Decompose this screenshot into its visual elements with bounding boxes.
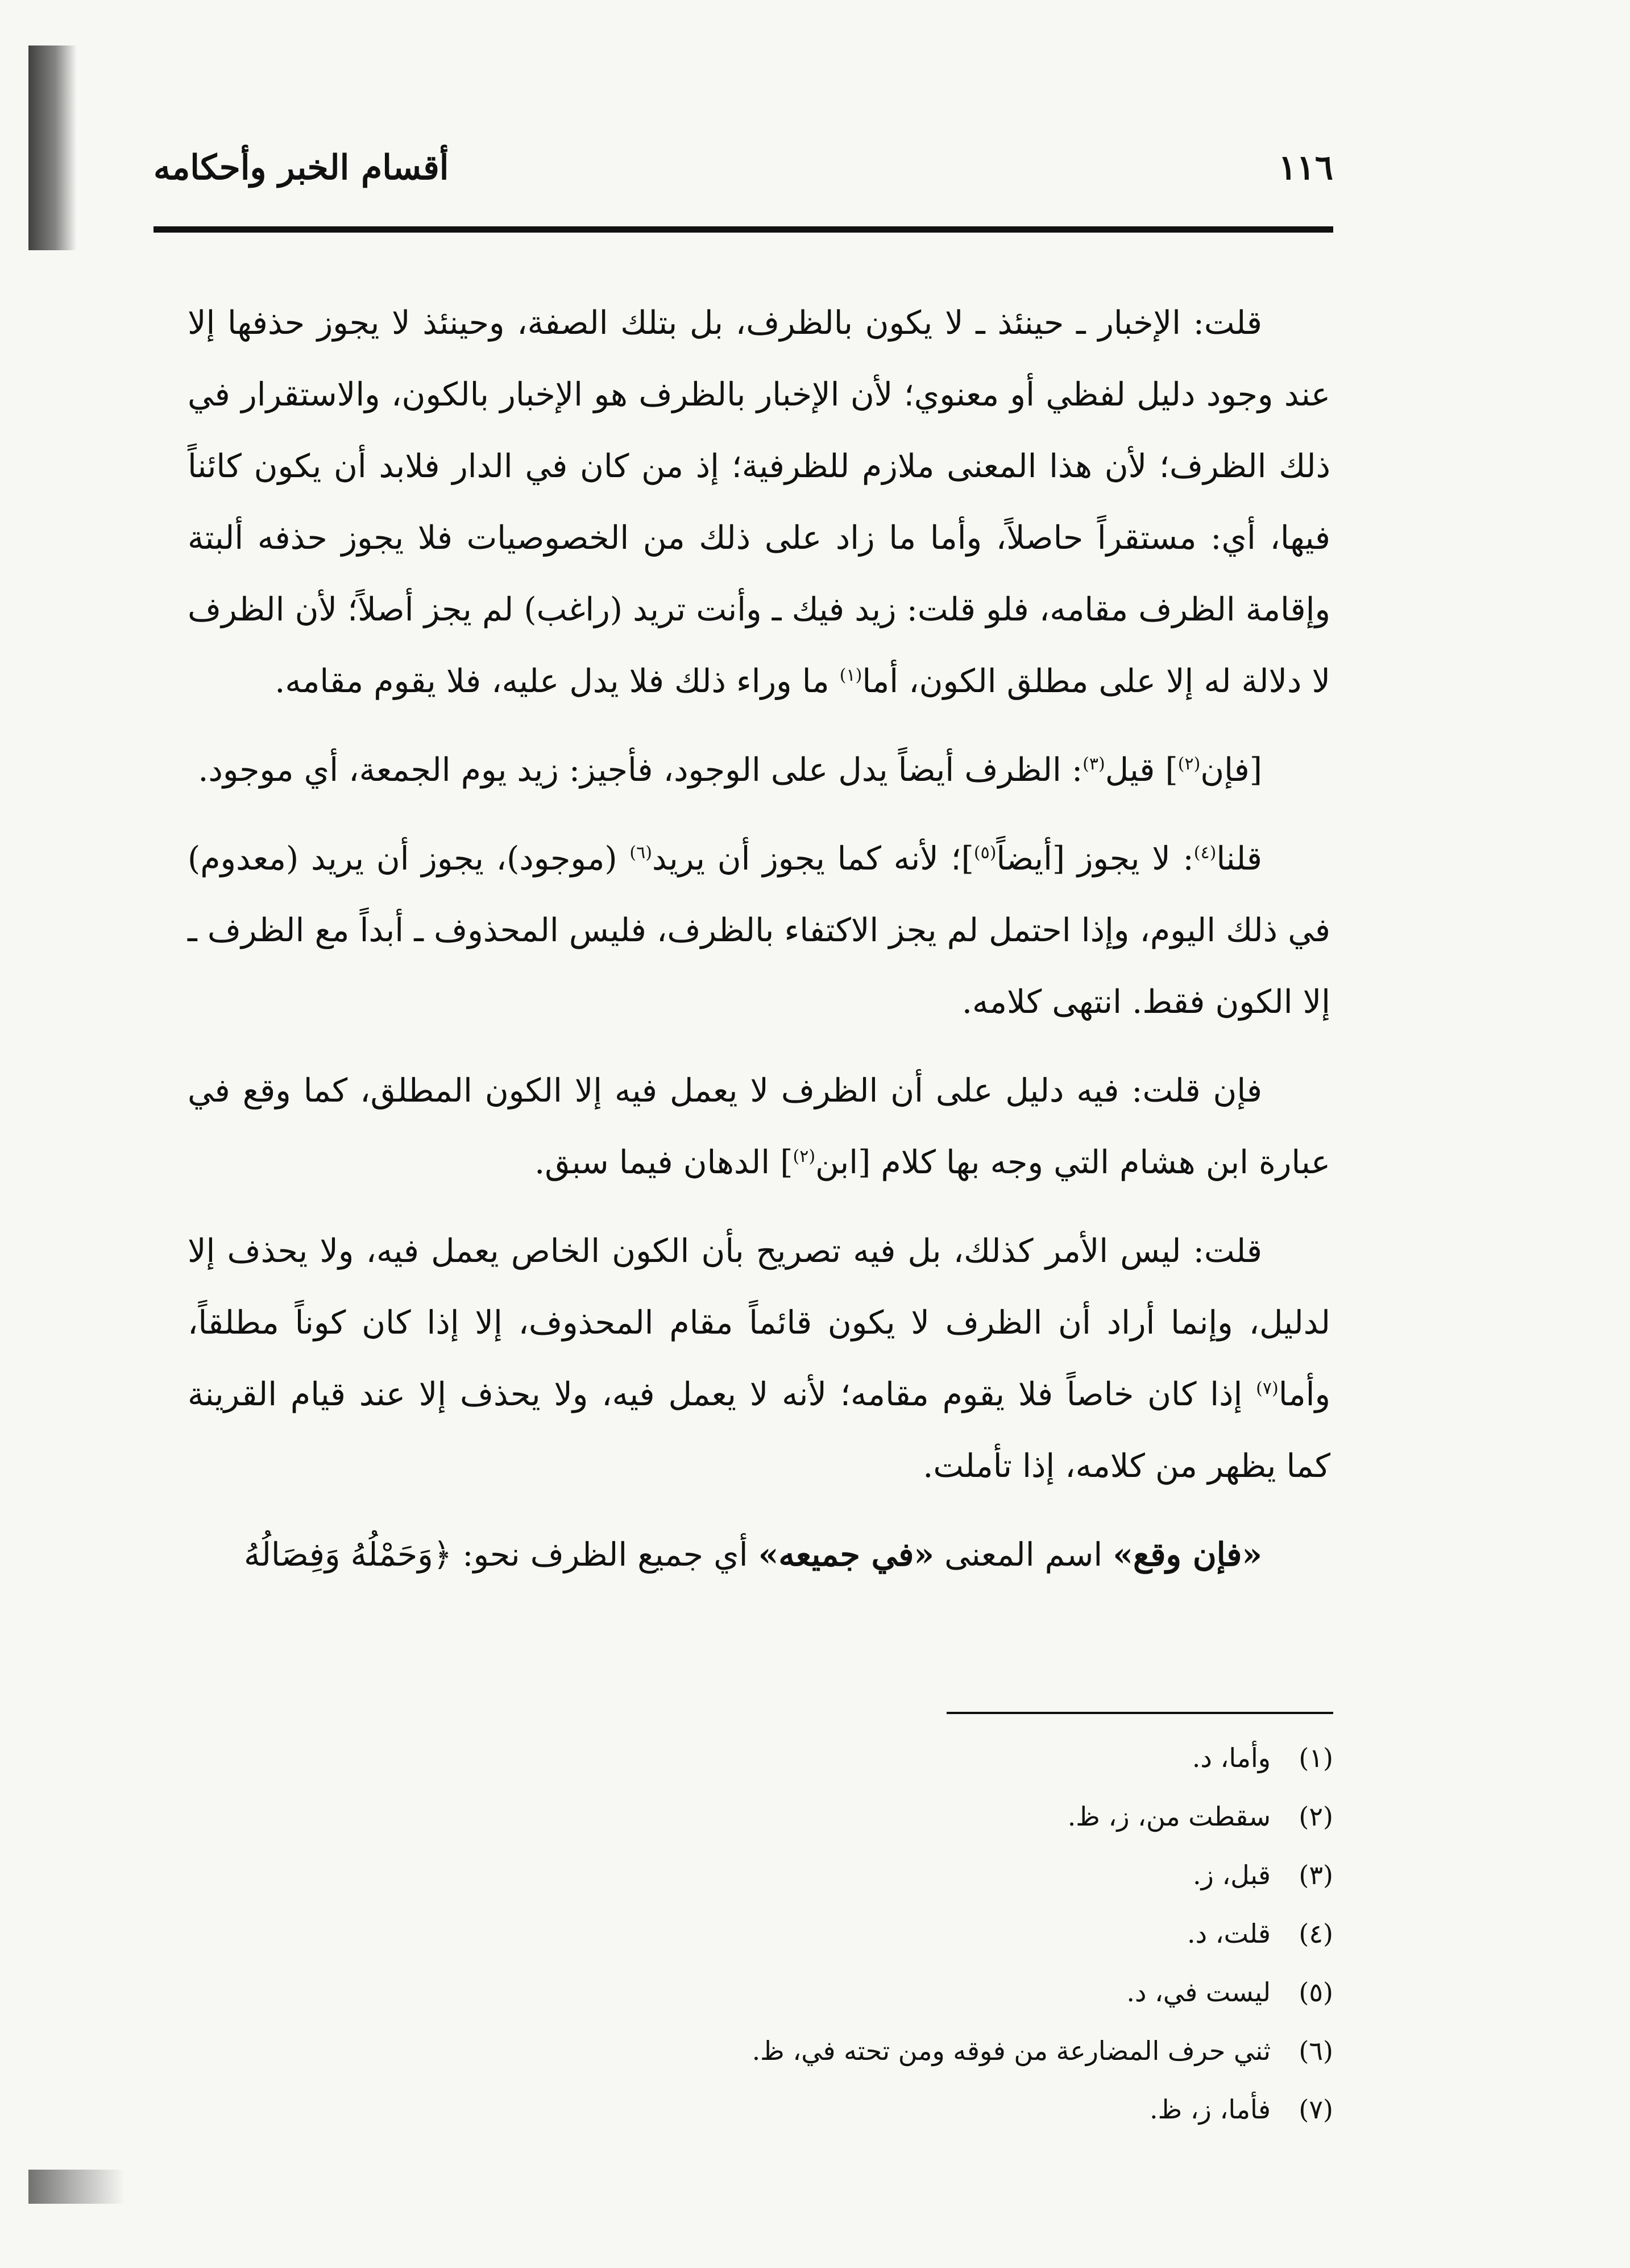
footnote-mark: (١) (839, 665, 862, 685)
text-run: ] الدهان فيما سبق. (534, 1144, 793, 1181)
footnote-mark: (٤) (1193, 843, 1217, 863)
text-run: ما وراء ذلك فلا يدل عليه، فلا يقوم مقامه. (275, 663, 840, 700)
footnote-mark: (٣) (1082, 754, 1105, 774)
footnote-mark: (٥) (973, 843, 997, 863)
footnote-text: ليست في، د. (1126, 1977, 1271, 2008)
text-run: إذا كان خاصاً فلا يقوم مقامه؛ لأنه لا يعمل فيه، ولا يحذف إلا عند قيام القرينة كما يظهر من كلامه، إذا تأملت. (188, 1376, 1330, 1485)
footnote-number: (٣) (1299, 1860, 1333, 1890)
paragraph-4 (188, 1055, 1330, 1198)
text-run: قلت: ليس الأمر كذلك، بل فيه تصريح بأن الكون الخاص يعمل فيه، ولا يحذف إلا لدليل، وإنما أراد أن الظرف لا يكون قائماً مقام المحذوف، إلا إذا كان كوناً مطلقاً، وأما (188, 1232, 1330, 1413)
footnote-number: (٧) (1299, 2094, 1333, 2125)
footnote-text: ثني حرف المضارعة من فوقه ومن تحته في، ظ. (752, 2035, 1271, 2066)
footnote-mark: (٢) (1177, 754, 1201, 774)
footnote-4 (512, 1905, 1333, 1963)
footnote-text: قبل، ز. (1192, 1860, 1271, 1890)
footnote-6 (512, 2022, 1333, 2080)
footnote-text: فأما، ز، ظ. (1150, 2094, 1271, 2125)
footnote-text: سقطت من، ز، ظ. (1067, 1801, 1271, 1832)
footnote-3 (512, 1846, 1333, 1905)
footnote-mark: (٦) (629, 843, 652, 863)
footnote-7 (512, 2080, 1333, 2139)
text-run: اسم المعنى (934, 1536, 1113, 1574)
text-run: قلت: الإخبار ـ حينئذ ـ لا يكون بالظرف، بل بتلك الصفة، وحينئذ لا يجوز حذفها إلا عند وجود دليل لفظي أو معنوي؛ لأن الإخبار بالظرف هو الإخبار بالكون، والاستقرار في ذلك الظرف؛ لأن هذا المعنى ملازم للظرفية؛ إذ من كان في الدار فلابد أن يكون كائناً فيها، أي: مستقراً حاصلاً، وأما ما زاد على ذلك من الخصوصيات فلا يجوز حذفه ألبتة وإقامة الظرف مقامه، فلو قلت: زيد فيك ـ وأنت تريد (راغب) لم يجز أصلاً؛ لأن الظرف لا دلالة له إلا على مطلق الكون، أما (188, 304, 1330, 700)
page-number: ١١٦ (1278, 148, 1333, 188)
footnote-rule (947, 1712, 1333, 1714)
footnote-number: (١) (1299, 1743, 1333, 1773)
footnote-text: قلت، د. (1187, 1918, 1271, 1949)
text-run: (موجود)، يجوز أن يريد (معدوم) في ذلك اليوم، وإذا احتمل لم يجز الاكتفاء بالظرف، فليس المحذوف ـ أبداً مع الظرف ـ إلا الكون فقط. انتهى كلامه. (188, 840, 1330, 1021)
footnote-number: (٢) (1299, 1801, 1333, 1832)
footnote-number: (٤) (1299, 1918, 1333, 1949)
scan-shadow-bottom (28, 2170, 125, 2204)
footnote-2 (512, 1787, 1333, 1846)
header-rule (154, 226, 1333, 233)
running-title: أقسام الخبر وأحكامه (154, 148, 449, 188)
footnote-mark: (٢) (793, 1147, 816, 1166)
paragraph-3 (188, 823, 1330, 1038)
footnote-mark: (٧) (1256, 1379, 1279, 1398)
paragraph-5 (188, 1215, 1330, 1502)
footnote-number: (٦) (1299, 2035, 1333, 2066)
footnote-text: وأما، د. (1192, 1743, 1271, 1773)
text-run: : الظرف أيضاً يدل على الوجود، فأجيز: زيد يوم الجمعة، أي موجود. (198, 751, 1083, 789)
paragraph-6 (188, 1519, 1330, 1591)
text-run: : لا يجوز [أيضاً (996, 840, 1194, 878)
text-run: فإن قلت: فيه دليل على أن الظرف لا يعمل فيه إلا الكون المطلق، كما وقع في عبارة ابن هشام التي وجه بها كلام [ابن (188, 1072, 1330, 1181)
text-run: ]؛ لأنه كما يجوز أن يريد (652, 840, 974, 878)
main-text (188, 287, 1330, 1608)
paragraph-2 (188, 734, 1330, 806)
footnote-1 (512, 1729, 1333, 1787)
text-run: أي جميع الظرف نحو: ﴿وَحَمْلُهُ وَفِصَالُهُ (243, 1536, 758, 1574)
page-header (154, 134, 1333, 202)
matn-quote: «في جميعه» (758, 1536, 935, 1574)
scan-shadow-top (28, 45, 77, 250)
footnote-number: (٥) (1299, 1977, 1333, 2008)
footnotes (512, 1729, 1333, 2139)
text-run: ] قيل (1105, 751, 1178, 789)
footnote-5 (512, 1963, 1333, 2022)
text-run: [فإن (1200, 751, 1262, 789)
text-run: قلنا (1216, 840, 1262, 878)
matn-quote: «فإن وقع» (1113, 1536, 1262, 1574)
paragraph-1 (188, 287, 1330, 717)
